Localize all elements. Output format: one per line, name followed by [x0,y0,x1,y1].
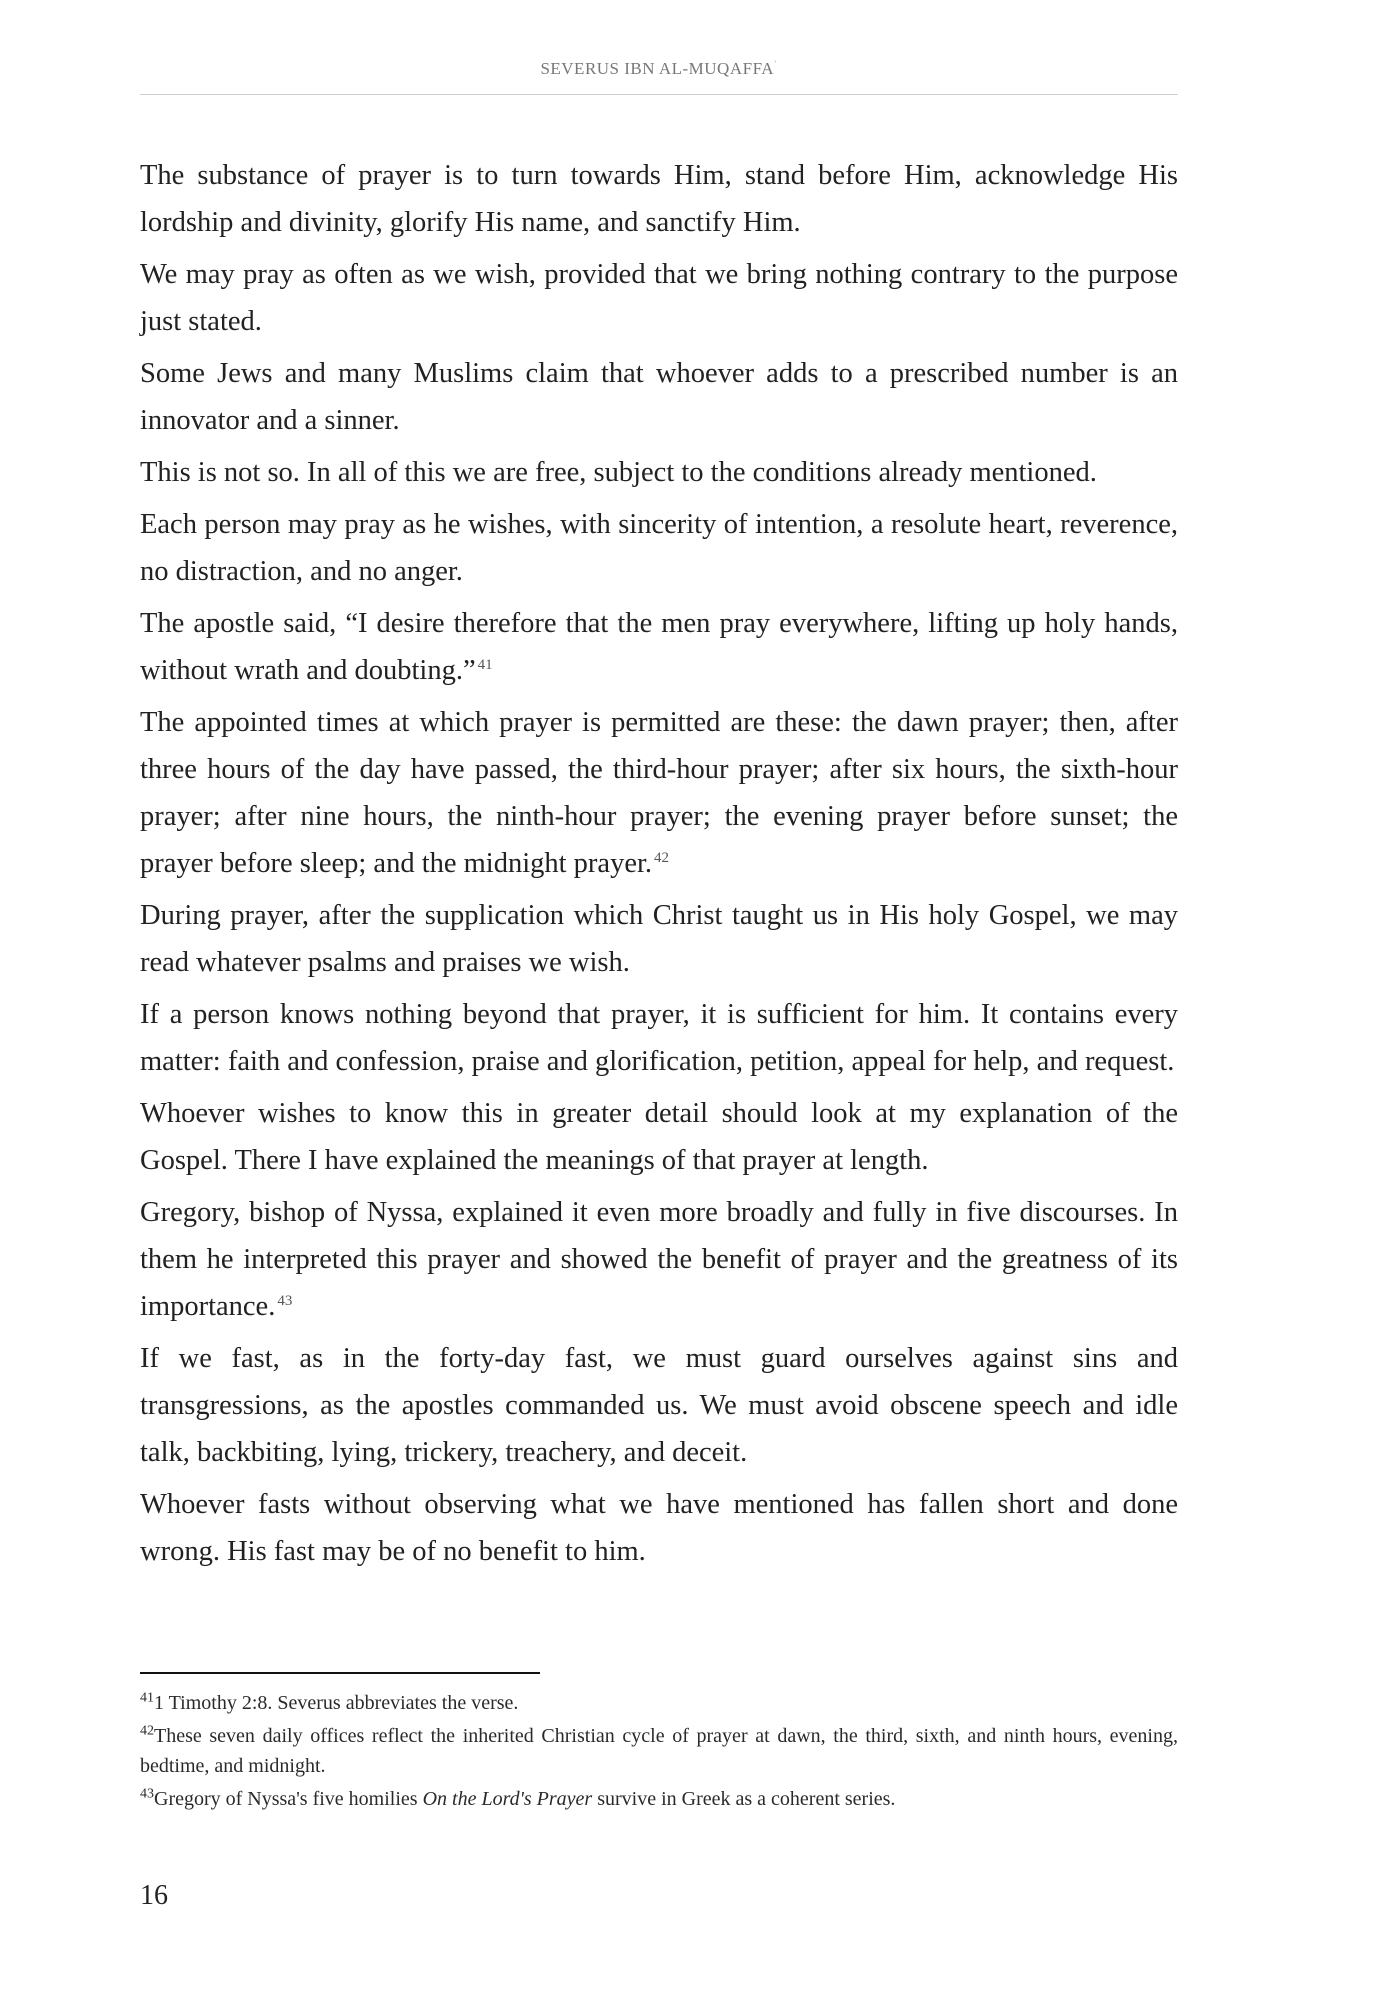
footnote-number: 42 [140,1723,154,1739]
book-page [140,0,1178,2000]
running-head-mark: ʿ [774,59,778,70]
paragraph [140,449,1178,496]
paragraph-text: If a person knows nothing beyond that prayer, it is sufficient for him. It contains every matter: faith and confession, praise and glorification, petition, appeal for help, and request. [140,999,1178,1077]
paragraph [140,251,1178,345]
paragraph [140,991,1178,1085]
paragraph [140,600,1178,694]
paragraph [140,501,1178,595]
paragraph-text: The apostle said, “I desire therefore that the men pray everywhere, lifting up holy hands, without wrath and doubting.” [140,608,1178,686]
running-head-title: SEVERUS IBN AL-MUQAFFA [540,59,775,78]
footnote-work-title: On the Lord's Prayer [422,1788,593,1810]
page-number: 16 [140,1880,168,1911]
paragraph-text: This is not so. In all of this we are free, subject to the conditions already mentioned. [140,457,1097,488]
paragraph [140,350,1178,444]
paragraph [140,152,1178,246]
footnote-text: These seven daily offices reflect the inherited Christian cycle of prayer at dawn, the third, sixth, and ninth hours, evening, bedtime, and midnight. [140,1725,1178,1777]
paragraph [140,699,1178,887]
running-head [140,59,1178,79]
paragraph-text: The appointed times at which prayer is permitted are these: the dawn prayer; then, after three hours of the day have passed, the third-hour prayer; after six hours, the sixth-hour prayer; after nine hours, the ninth-hour prayer; the evening prayer before sunset; the prayer before sleep; and the midnight prayer. [140,707,1178,879]
paragraph-text: Whoever wishes to know this in greater detail should look at my explanation of the Gospel. There I have explained the meanings of that prayer at length. [140,1098,1178,1176]
paragraph-text: Gregory, bishop of Nyssa, explained it even more broadly and fully in five discourses. In them he interpreted this prayer and showed the benefit of prayer and the greatness of its importance. [140,1197,1178,1322]
footnote-42 [140,1721,1178,1781]
footnote-ref-42[interactable]: 42 [654,849,670,866]
paragraph-text: If we fast, as in the forty-day fast, we must guard ourselves against sins and transgressions, as the apostles commanded us. We must avoid obscene speech and idle talk, backbiting, lying, trickery, treachery, and deceit. [140,1343,1178,1468]
footnote-41 [140,1688,1178,1718]
paragraph-text: We may pray as often as we wish, provided that we bring nothing contrary to the purpose just stated. [140,259,1178,337]
footnote-43 [140,1784,1178,1814]
footnote-text-end: survive in Greek as a coherent series. [592,1788,896,1810]
header-rule [140,94,1178,95]
paragraph-text: Some Jews and many Muslims claim that whoever adds to a prescribed number is an innovator and a sinner. [140,358,1178,436]
footnote-number: 43 [140,1786,154,1802]
paragraph [140,1481,1178,1575]
paragraph [140,892,1178,986]
footnote-ref-41[interactable]: 41 [477,656,493,673]
footnote-rule [140,1672,540,1674]
footnote-ref-43[interactable]: 43 [277,1292,293,1309]
paragraph-text: During prayer, after the supplication which Christ taught us in His holy Gospel, we may read whatever psalms and praises we wish. [140,900,1178,978]
paragraph-text: The substance of prayer is to turn towards Him, stand before Him, acknowledge His lordship and divinity, glorify His name, and sanctify Him. [140,160,1178,238]
footnote-number: 41 [140,1690,154,1706]
footnotes [140,1688,1178,1817]
footnote-text: Gregory of Nyssa's five homilies [154,1788,423,1810]
footnote-text: 1 Timothy 2:8. Severus abbreviates the verse. [154,1692,519,1714]
paragraph-text: Whoever fasts without observing what we have mentioned has fallen short and done wrong. His fast may be of no benefit to him. [140,1489,1178,1567]
body-text [140,152,1178,1580]
paragraph-text: Each person may pray as he wishes, with sincerity of intention, a resolute heart, reverence, no distraction, and no anger. [140,509,1178,587]
paragraph [140,1189,1178,1330]
paragraph [140,1090,1178,1184]
paragraph [140,1335,1178,1476]
